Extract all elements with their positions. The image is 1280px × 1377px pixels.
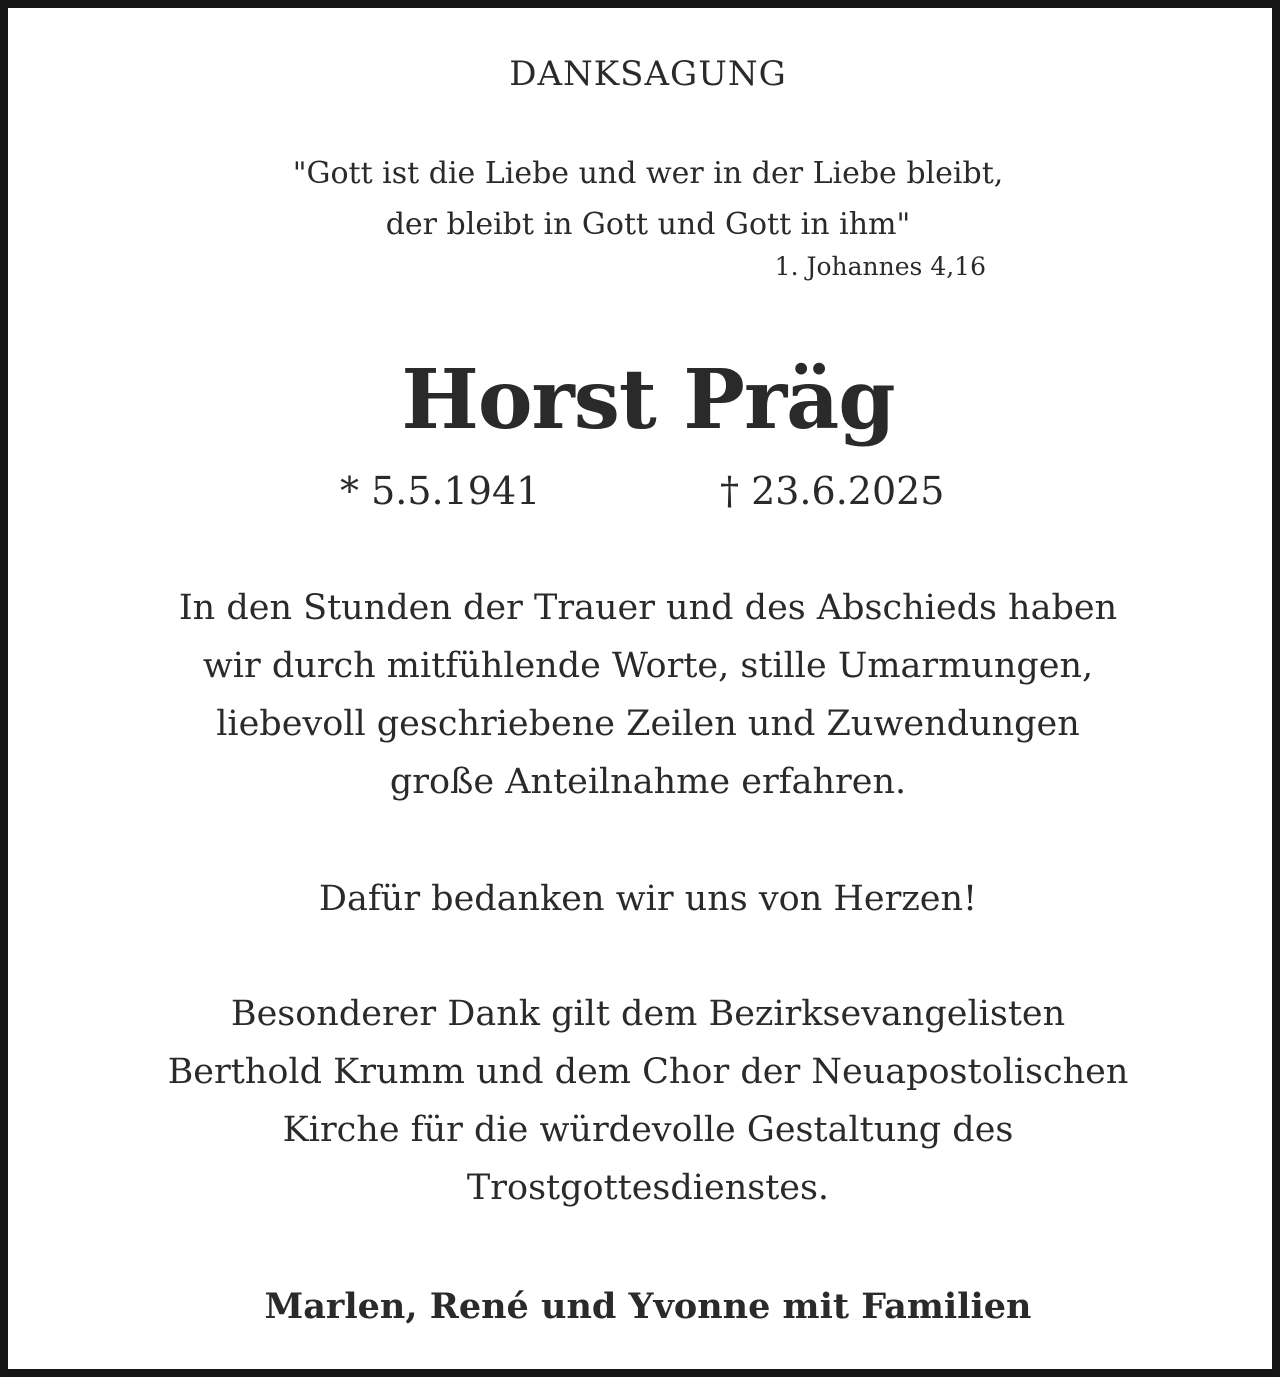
birth-date: * 5.5.1941 (340, 469, 541, 513)
paragraph-line: liebevoll geschriebene Zeilen und Zuwendungen (216, 704, 1080, 744)
paragraph-line: Dafür bedanken wir uns von Herzen! (318, 879, 978, 919)
death-date: † 23.6.2025 (720, 469, 945, 513)
bible-verse-line-1: "Gott ist die Liebe und wer in der Liebe bleibt, (292, 156, 1004, 191)
bible-verse-line-2: der bleibt in Gott und Gott in ihm" (385, 207, 911, 242)
paragraph-line: Trostgottesdienstes. (466, 1168, 830, 1208)
paragraph-line: wir durch mitfühlende Worte, stille Umarmungen, (202, 646, 1094, 686)
paragraph-line: Kirche für die würdevolle Gestaltung des (282, 1110, 1014, 1150)
paragraph-line: In den Stunden der Trauer und des Abschieds haben (178, 588, 1118, 628)
paragraph-line: große Anteilnahme erfahren. (389, 762, 907, 802)
bible-verse-source: 1. Johannes 4,16 (774, 252, 986, 281)
deceased-name: Horst Präg (401, 352, 895, 448)
paragraph-line: Besonderer Dank gilt dem Bezirksevangelisten (230, 994, 1066, 1034)
family-signature: Marlen, René und Yvonne mit Familien (264, 1286, 1032, 1327)
paragraph-line: Berthold Krumm und dem Chor der Neuapostolischen (167, 1052, 1129, 1092)
notice-heading: DANKSAGUNG (509, 54, 787, 94)
